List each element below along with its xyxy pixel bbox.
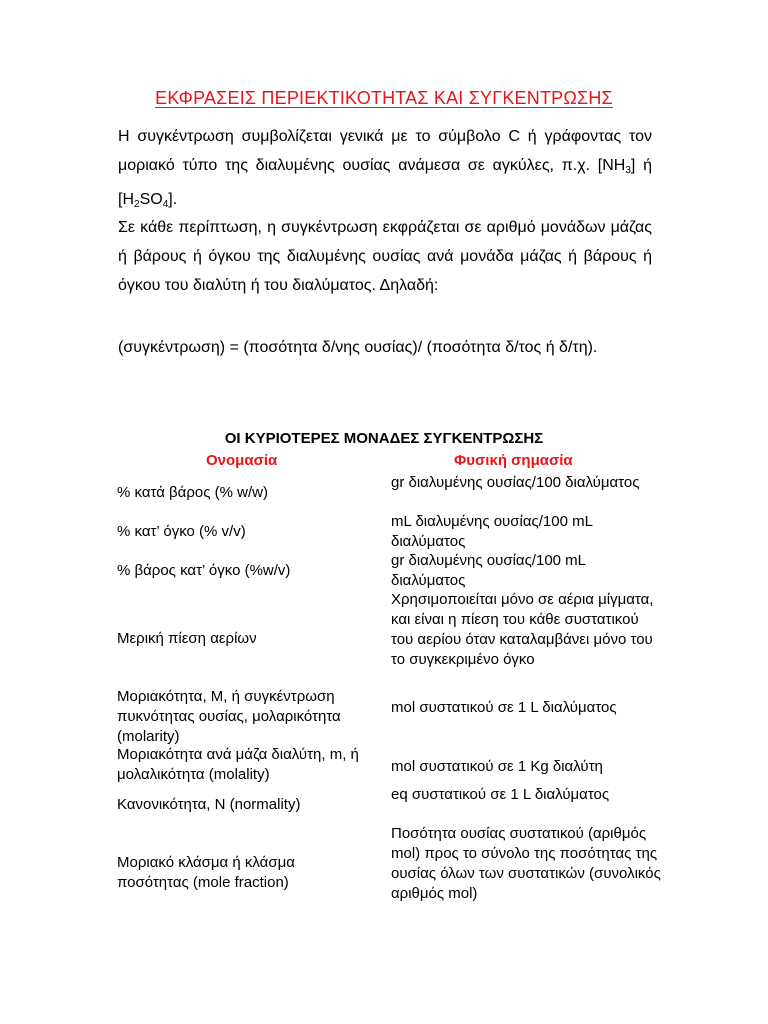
paragraph-concentration-formula: (συγκέντρωση) = (ποσότητα δ/νης ουσίας)/ (ποσότητα δ/τος ή δ/τη). — [118, 339, 598, 356]
table-row-name: % βάρος κατ’ όγκο (%w/v) — [117, 562, 291, 579]
column-header-meaning: Φυσική σημασία — [454, 452, 573, 469]
table-title: ΟΙ ΚΥΡΙΟΤΕΡΕΣ ΜΟΝΑΔΕΣ ΣΥΓΚΕΝΤΡΩΣΗΣ — [224, 430, 544, 447]
table-row-name: Μοριακότητα ανά μάζα διαλύτη, m, ή μολαλικότητα (molality) — [117, 746, 359, 783]
table-row-meaning: Ποσότητα ουσίας συστατικού (αριθμός mol) προς το σύνολο της ποσότητας της ουσίας όλων των συστατικών (συνολικός αριθμός mol) — [391, 825, 661, 902]
formula-ammonia: $[NH_3]$ — [597, 157, 636, 176]
document-title: ΕΚΦΡΑΣΕΙΣ ΠΕΡΙΕΚΤΙΚΟΤΗΤΑΣ ΚΑΙ ΣΥΓΚΕΝΤΡΩΣΗΣ — [155, 88, 613, 108]
paragraph-concentration-definition: Σε κάθε περίπτωση, η συγκέντρωση εκφράζεται σε αριθμό μονάδων μάζας ή βάρους ή όγκου της διαλυμένης ουσίας ανά μονάδα μάζας ή βάρους ή όγκου του διαλύτη ή του διαλύματος. Δηλαδή: — [118, 219, 652, 294]
table-row-meaning: eq συστατικού σε 1 L διαλύματος — [391, 786, 610, 803]
paragraph-concentration-symbol: Η συγκέντρωση συμβολίζεται γενικά με το σύμβολο C ή γράφοντας τον μοριακό τύπο της διαλυμένης ουσίας ανάμεσα σε αγκύλες, π.χ. $[NH_3]$ ή $[H_2SO_4]$. — [118, 128, 653, 210]
table-row-name: % κατά βάρος (% w/w) — [117, 484, 268, 501]
column-header-name: Ονομασία — [206, 452, 278, 469]
table-row-name: Κανονικότητα, N (normality) — [117, 796, 301, 813]
table-row-meaning: mol συστατικού σε 1 Kg διαλύτη — [391, 758, 603, 775]
table-row-meaning: mL διαλυμένης ουσίας/100 mL διαλύματος — [391, 513, 593, 550]
table-row-name: Μοριακό κλάσμα ή κλάσμα ποσότητας (mole fraction) — [117, 854, 295, 891]
table-row-name: Μοριακότητα, M, ή συγκέντρωση πυκνότητας ουσίας, μολαρικότητα (molarity) — [117, 688, 341, 745]
table-row-meaning: Χρησιμοποιείται μόνο σε αέρια μίγματα, και είναι η πίεση του κάθε συστατικού του αερίου όταν καταλαμβάνει μόνο του το συγκεκριμένο όγκο — [391, 591, 654, 668]
table-row-name: % κατ’ όγκο (% v/v) — [117, 523, 246, 540]
table-row-meaning: gr διαλυμένης ουσίας/100 mL διαλύματος — [391, 552, 586, 589]
table-row-meaning: mol συστατικού σε 1 L διαλύματος — [391, 699, 617, 716]
paragraph-text: Η συγκέντρωση συμβολίζεται γενικά με το σύμβολο C ή γράφοντας τον μοριακό τύπο της διαλυμένης ουσίας ανάμεσα σε αγκύλες, π.χ. — [118, 128, 652, 174]
table-row-name: Μερική πίεση αερίων — [117, 630, 257, 647]
table-row-meaning: gr διαλυμένης ουσίας/100 διαλύματος — [391, 474, 640, 491]
formula-sulfuric-acid: $[H_2SO_4]$. — [118, 191, 178, 210]
